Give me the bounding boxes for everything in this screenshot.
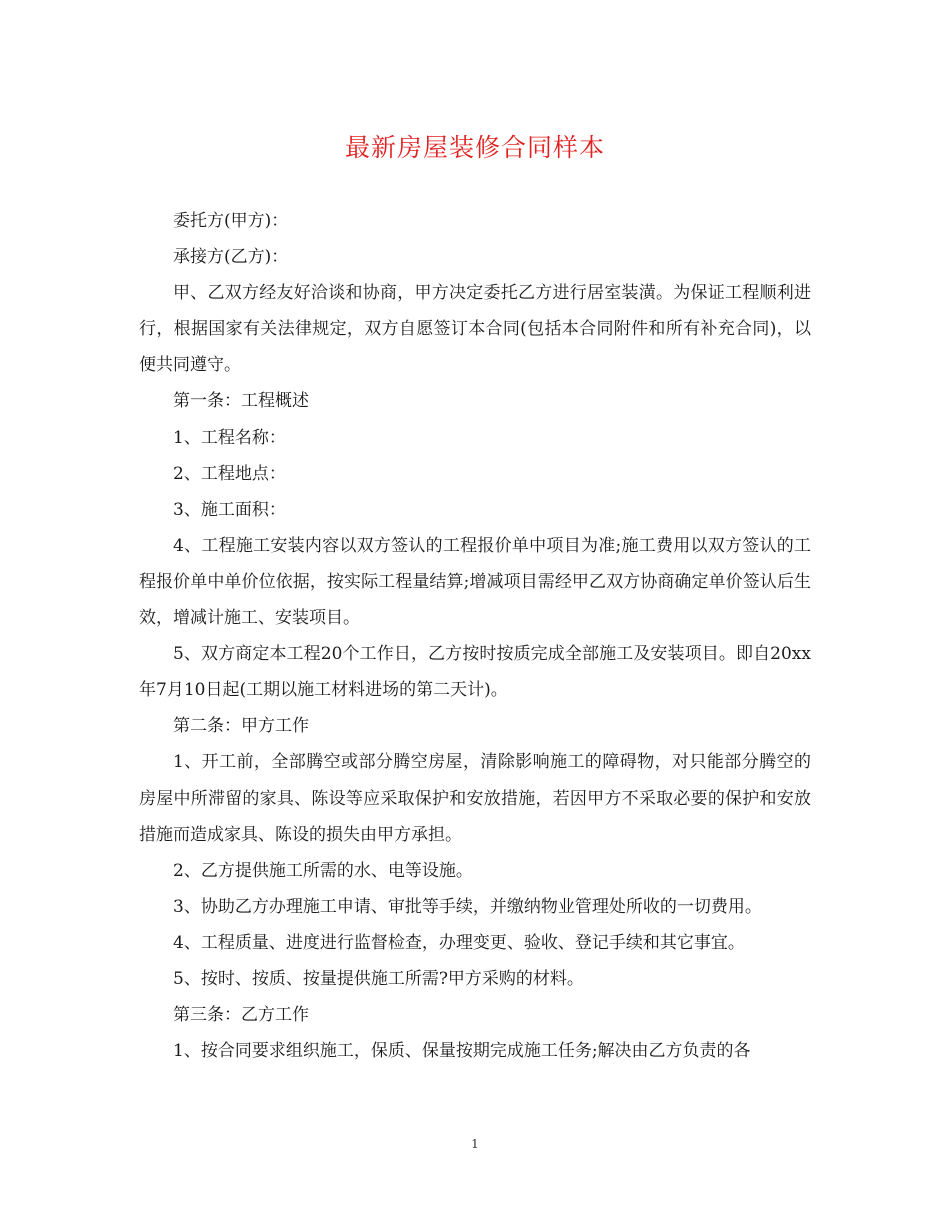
article-1-item-2: 2、工程地点： [173,463,286,484]
article-1-item-1: 1、工程名称： [173,427,286,448]
page-number: 1 [471,1137,479,1151]
article-3-item-1: 1、按合同要求组织施工，保质、保量按期完成施工任务;解决由乙方负责的各 [173,1041,751,1062]
paragraph-client: 委托方(甲方)： [173,211,289,231]
article-2-item-4: 4、工程质量、进度进行监督检查，办理变更、验收、登记手续和其它事宜。 [173,932,745,953]
article-3-heading: 第三条：乙方工作 [173,1005,309,1026]
article-2-item-1: 1、开工前，全部腾空或部分腾空房屋，清除影响施工的障碍物，对只能部分腾空的房屋中所滞留的家具、陈设等应采取保护和安放措施，若因甲方不采取必要的保护和安放措施而造成家具、陈设的损失由甲方承担。 [139,752,811,845]
article-2-item-3: 3、协助乙方办理施工申请、审批等手续，并缴纳物业管理处所收的一切费用。 [173,896,762,917]
article-2-item-5: 5、按时、按质、按量提供施工所需?甲方采购的材料。 [173,968,584,989]
article-2-heading: 第二条：甲方工作 [173,716,309,737]
document-body [139,203,811,1069]
article-1-item-4: 4、工程施工安装内容以双方签认的工程报价单中项目为准;施工费用以双方签认的工程报价单中单价位依据，按实际工程量结算;增减项目需经甲乙双方协商确定单价签认后生效，增减计施工、安装项目。 [139,535,811,629]
document-title: 最新房屋装修合同样本 [344,133,605,162]
article-1-item-5: 5、双方商定本工程20个工作日，乙方按时按质完成全部施工及安装项目。即自20xx年7月10日起(工期以施工材料进场的第二天计)。 [139,644,811,701]
article-1-heading: 第一条：工程概述 [173,391,309,412]
article-1-item-3: 3、施工面积： [173,499,286,520]
article-2-item-2: 2、乙方提供施工所需的水、电等设施。 [173,860,473,881]
paragraph-contractor: 承接方(乙方)： [173,247,289,268]
paragraph-preamble: 甲、乙双方经友好洽谈和协商，甲方决定委托乙方进行居室装潢。为保证工程顺利进行，根据国家有关法律规定，双方自愿签订本合同(包括本合同附件和所有补充合同)，以便共同遵守。 [139,283,811,376]
